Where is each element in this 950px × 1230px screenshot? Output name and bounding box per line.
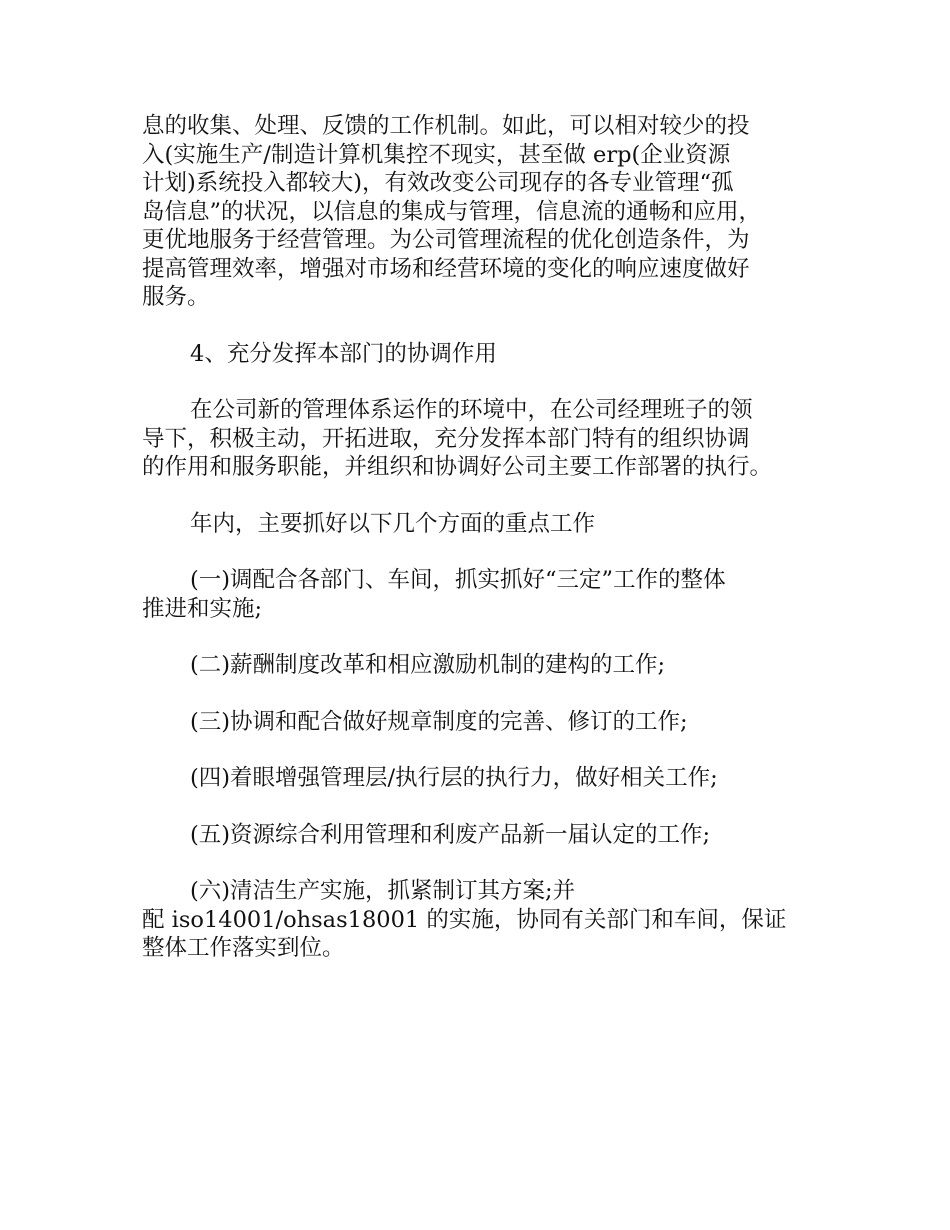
list-item-1 [142, 566, 832, 623]
list-item-2 [142, 651, 832, 680]
paragraph-key-work-intro [142, 510, 832, 539]
list-item-4 [142, 764, 832, 793]
text-line: (四)着眼增强管理层/执行层的执行力，做好相关工作; [190, 765, 718, 791]
list-item-5 [142, 821, 832, 850]
text-line: 推进和实施; [142, 595, 263, 622]
text-line: 岛信息”的状况，以信息的集成与管理，信息流的通畅和应用， [142, 198, 762, 225]
text-line: (六)清洁生产实施，抓紧制订其方案;并 [190, 878, 576, 904]
text-line: 导下，积极主动，开拓进取，充分发挥本部门特有的组织协调 [142, 425, 750, 452]
text-line: (二)薪酬制度改革和相应激励机制的建构的工作; [190, 652, 666, 678]
text-line: (一)调配合各部门、车间，抓实抓好“三定”工作的整体 [190, 567, 726, 593]
text-line: 的作用和服务职能，并组织和协调好公司主要工作部署的执行。 [142, 454, 773, 480]
section-heading [142, 340, 832, 369]
list-item-3 [142, 708, 832, 737]
paragraph-info-system [142, 112, 832, 312]
heading-line: 4、充分发挥本部门的协调作用 [190, 340, 497, 367]
text-line: 整体工作落实到位。 [142, 935, 345, 961]
list-item-6 [142, 877, 832, 963]
text-line: 在公司新的管理体系运作的环境中，在公司经理班子的领 [190, 397, 753, 423]
text-line: 年内，主要抓好以下几个方面的重点工作 [190, 510, 596, 537]
text-line: 计划)系统投入都较大)，有效改变公司现存的各专业管理“孤 [142, 170, 734, 196]
text-line: 提高管理效率，增强对市场和经营环境的变化的响应速度做好 [142, 255, 750, 282]
paragraph-coordination [142, 396, 832, 482]
text-line: 更优地服务于经营管理。为公司管理流程的优化创造条件，为 [142, 227, 750, 253]
text-line: 配 iso14001/ohsas18001 的实施，协同有关部门和车间，保证 [142, 906, 787, 933]
text-line: 入(实施生产/制造计算机集控不现实，甚至做 erp(企业资源 [142, 141, 731, 168]
text-line: 服务。 [142, 284, 210, 310]
text-line: 息的收集、处理、反馈的工作机制。如此，可以相对较少的投 [142, 113, 750, 139]
text-line: (三)协调和配合做好规章制度的完善、修订的工作; [190, 708, 688, 735]
document-body [142, 112, 832, 991]
text-line: (五)资源综合利用管理和利废产品新一届认定的工作; [190, 821, 711, 848]
